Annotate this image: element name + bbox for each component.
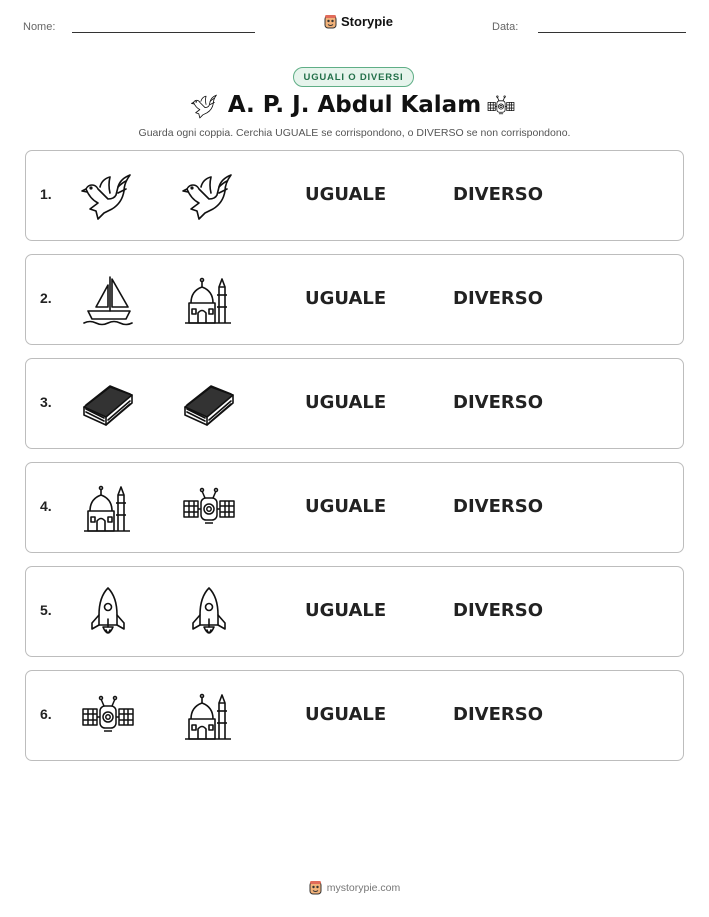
footer-url: mystorypie.com xyxy=(326,881,401,894)
question-row-5 xyxy=(25,566,684,657)
footer xyxy=(0,880,709,895)
question-number: 6. xyxy=(40,706,52,722)
question-row-2 xyxy=(25,254,684,345)
question-row-4 xyxy=(25,462,684,553)
rocket-icon xyxy=(80,585,136,639)
title-satellite-icon xyxy=(485,92,517,120)
name-field[interactable] xyxy=(72,32,255,33)
name-label: Nome: xyxy=(23,21,56,33)
same-option[interactable]: UGUALE xyxy=(305,288,387,309)
storypie-logo-icon xyxy=(324,14,337,29)
satellite-icon xyxy=(80,689,136,743)
mosque-icon xyxy=(80,481,136,535)
question-row-6 xyxy=(25,670,684,761)
rocket-icon xyxy=(181,585,237,639)
different-option[interactable]: DIVERSO xyxy=(453,392,543,413)
question-number: 2. xyxy=(40,290,52,306)
sailboat-icon xyxy=(80,273,136,327)
same-option[interactable]: UGUALE xyxy=(305,392,387,413)
same-option[interactable]: UGUALE xyxy=(305,496,387,517)
book-icon xyxy=(181,377,237,431)
question-number: 3. xyxy=(40,394,52,410)
date-label: Data: xyxy=(492,21,519,33)
question-row-1 xyxy=(25,150,684,241)
different-option[interactable]: DIVERSO xyxy=(453,288,543,309)
page-title: A. P. J. Abdul Kalam xyxy=(227,92,482,118)
instructions: Guarda ogni coppia. Cerchia UGUALE se corrispondono, o DIVERSO se non corrispondono. xyxy=(138,127,571,139)
same-option[interactable]: UGUALE xyxy=(305,704,387,725)
question-number: 5. xyxy=(40,602,52,618)
different-option[interactable]: DIVERSO xyxy=(453,704,543,725)
brand-name: Storypie xyxy=(341,14,394,29)
satellite-icon xyxy=(181,481,237,535)
mosque-icon xyxy=(181,273,237,327)
different-option[interactable]: DIVERSO xyxy=(453,184,543,205)
different-option[interactable]: DIVERSO xyxy=(453,496,543,517)
question-number: 1. xyxy=(40,186,52,202)
storypie-logo-icon xyxy=(309,880,322,895)
brand-logo xyxy=(324,14,393,29)
dove-icon xyxy=(80,169,136,223)
same-option[interactable]: UGUALE xyxy=(305,184,387,205)
date-field[interactable] xyxy=(538,32,686,33)
different-option[interactable]: DIVERSO xyxy=(453,600,543,621)
worksheet-type-badge: UGUALI O DIVERSI xyxy=(293,67,414,87)
book-icon xyxy=(80,377,136,431)
dove-icon xyxy=(181,169,237,223)
question-number: 4. xyxy=(40,498,52,514)
question-row-3 xyxy=(25,358,684,449)
mosque-icon xyxy=(181,689,237,743)
same-option[interactable]: UGUALE xyxy=(305,600,387,621)
